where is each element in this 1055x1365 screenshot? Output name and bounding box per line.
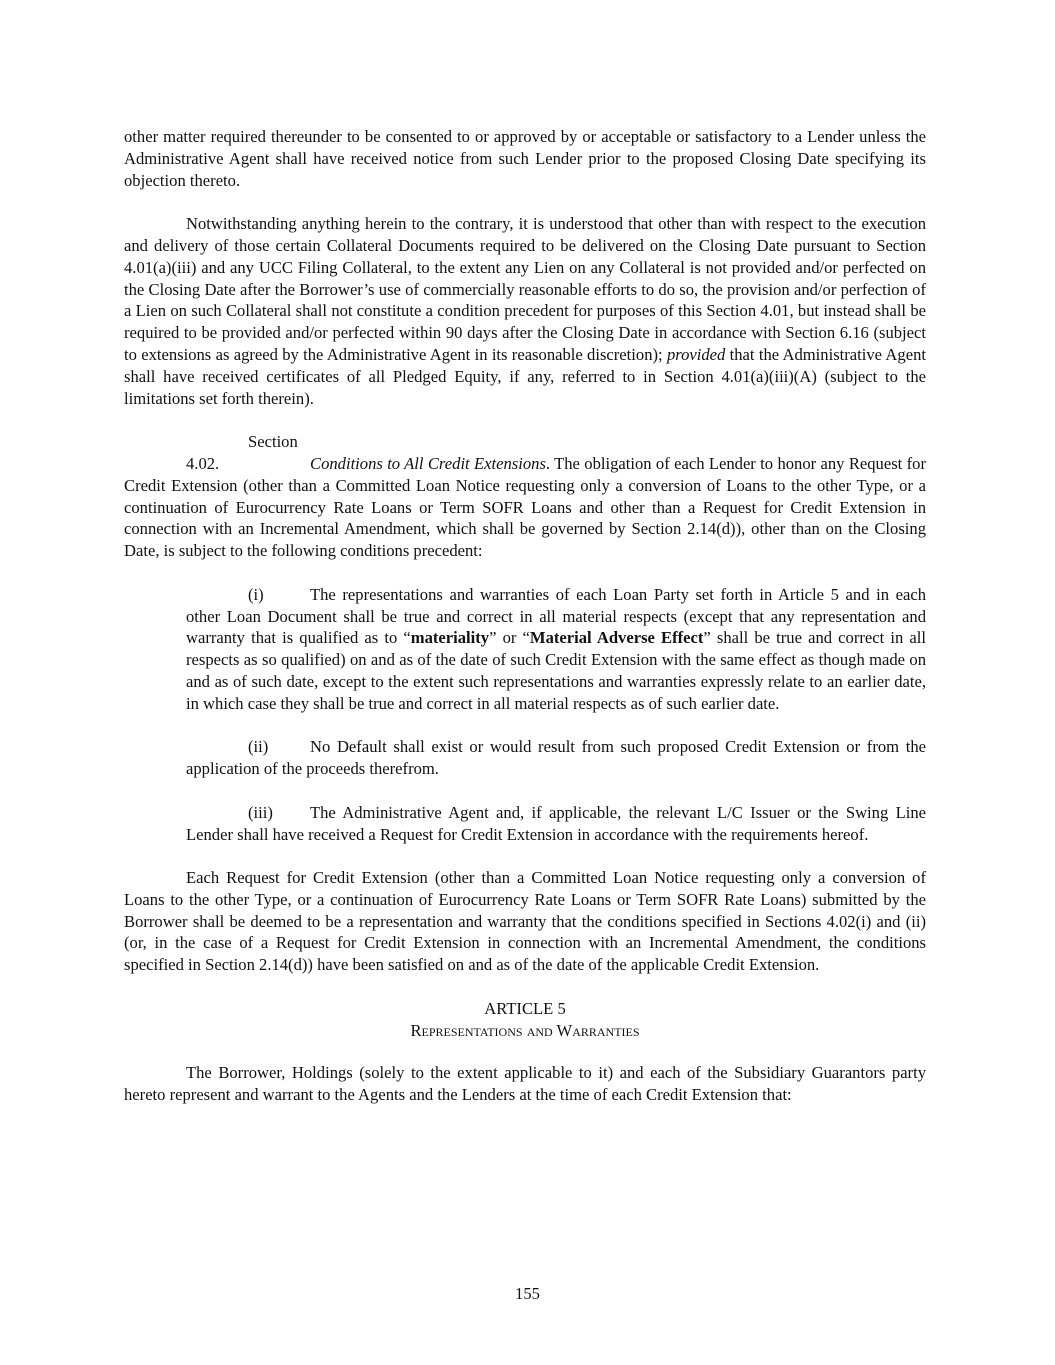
section-title: Conditions to All Credit Extensions [310, 453, 546, 473]
provided-italic: provided [666, 344, 726, 364]
section-title-period: . [545, 453, 551, 473]
list-item-iii [186, 802, 926, 846]
item-iii-text: The Administrative Agent and, if applicable, the relevant L/C Issuer or the Swing Line Lender shall have received a Request for Credit Extension in accordance with the requirements hereof. [186, 802, 926, 844]
materiality-bold: materiality [410, 628, 490, 648]
item-i-number: (i) [248, 584, 264, 604]
list-item-ii [186, 736, 926, 780]
item-i-text-c: ” shall be true and correct in all respects as so qualified) on and as of the date of such Credit Extension with the same effect as though made on and as of such date, except to the extent such representations and warranties expressly relate to an earlier date, in which case they shall be true and correct in all material respects as of such earlier date. [186, 628, 926, 713]
item-ii-text: No Default shall exist or would result from such proposed Credit Extension or from the application of the proceeds therefrom. [186, 737, 926, 779]
document-page [124, 126, 926, 1128]
article-heading: ARTICLE 5 [484, 998, 566, 1018]
page-number: 155 [515, 1284, 540, 1303]
notwithstanding-text-a: Notwithstanding anything herein to the contrary, it is understood that other than with respect to the execution and delivery of those certain Collateral Documents required to be delivered on the Closing Date pursuant to Section 4.01(a)(iii) and any UCC Filing Collateral, to the extent any Lien on any Collateral is not provided and/or perfected on the Closing Date after the Borrower’s use of commercially reasonable efforts to do so, the provision and/or perfection of a Lien on such Collateral shall not constitute a condition precedent for purposes of this Section 4.01, but instead shall be required to be provided and/or perfected within 90 days after the Closing Date in accordance with Section 6.16 (subject to extensions as agreed by the Administrative Agent in its reasonable discretion); [124, 214, 926, 364]
item-i-text-b: ” or “ [489, 628, 530, 648]
paragraph-notwithstanding [124, 213, 926, 409]
paragraph-borrower: The Borrower, Holdings (solely to the extent applicable to it) and each of the Subsidiary Guarantors party hereto represent and warrant to the Agents and the Lenders at the time of each Credit Extension that: [124, 1063, 926, 1105]
section-number: Section 4.02. [186, 432, 298, 473]
item-i-text-a: The representations and warranties of each Loan Party set forth in Article 5 and in each other Loan Document shall be true and correct in all material respects (except that any representation and warranty that is qualified as to “ [186, 584, 926, 648]
article-subtitle: Representations and Warranties [410, 1020, 640, 1040]
item-iii-number: (iii) [248, 802, 273, 822]
material-adverse-effect-bold: Material Adverse Effect [529, 628, 704, 648]
notwithstanding-text-b: that the Administrative Agent shall have received certificates of all Pledged Equity, if any, referred to in Section 4.01(a)(iii)(A) (subject to the limitations set forth therein). [124, 344, 926, 408]
item-ii-number: (ii) [248, 737, 269, 757]
section-4-02-paragraph [124, 431, 926, 562]
list-item-i [186, 584, 926, 715]
section-body: The obligation of each Lender to honor any Request for Credit Extension (other than a Committed Loan Notice requesting only a conversion of Loans to the other Type, or a continuation of Eurocurrency Rate Loans or Term SOFR Loans and other than a Request for Credit Extension in connection with an Incremental Amendment, which shall be governed by Section 2.14(d)), other than on the Closing Date, is subject to the following conditions precedent: [124, 453, 926, 561]
paragraph-each-request: Each Request for Credit Extension (other than a Committed Loan Notice requesting only a conversion of Loans to the other Type, or a continuation of Eurocurrency Rate Loans or Term SOFR Rate Loans) submitted by the Borrower shall be deemed to be a representation and warranty that the conditions specified in Sections 4.02(i) and (ii) (or, in the case of a Request for Credit Extension in connection with an Incremental Amendment, the conditions specified in Section 2.14(d)) have been satisfied on and as of the date of the applicable Credit Extension. [124, 868, 926, 975]
paragraph-continuation: other matter required thereunder to be consented to or approved by or acceptable or satisfactory to a Lender unless the Administrative Agent shall have received notice from such Lender prior to the proposed Closing Date specifying its objection thereto. [124, 127, 926, 190]
